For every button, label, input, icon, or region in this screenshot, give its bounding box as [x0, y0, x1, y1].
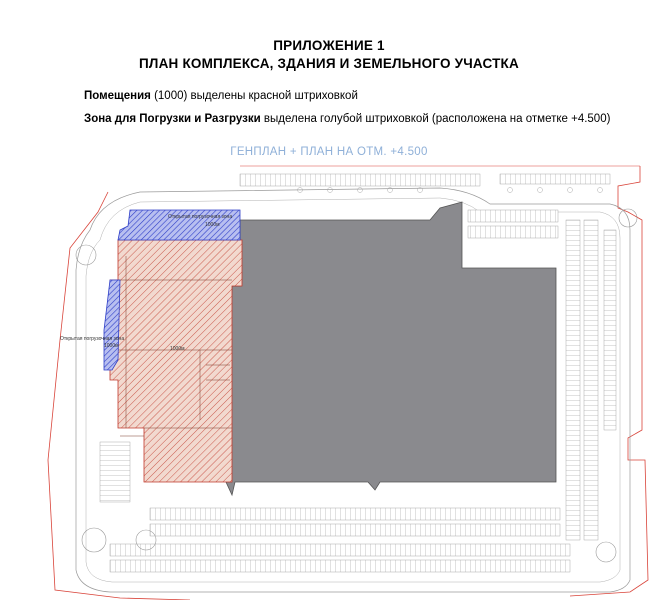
parking-south: [110, 508, 570, 572]
appendix-title: ПРИЛОЖЕНИЕ 1: [273, 38, 385, 53]
roundabout: [82, 528, 106, 552]
legend-premises: [84, 90, 358, 102]
roundabout: [596, 542, 616, 562]
legend-premises-term: Помещения: [84, 90, 151, 102]
top-zone-area: 1000м: [205, 222, 220, 228]
top-zone-label: Открытая погрузочная зона: [168, 214, 233, 220]
roundabout: [76, 245, 96, 265]
legend-zone-term: Зона для Погрузки и Разгрузки: [84, 113, 261, 125]
tree-row: [298, 188, 603, 193]
site-plan-drawing: [0, 160, 658, 600]
loading-zone-side: [104, 280, 120, 370]
document-subtitle: ПЛАН КОМПЛЕКСА, ЗДАНИЯ И ЗЕМЕЛЬНОГО УЧАСТКА: [139, 56, 519, 71]
legend-zone-text: выделена голубой штриховкой (расположена на отметке +4.500): [260, 113, 611, 125]
parking-top-right: [500, 174, 610, 184]
legend-premises-text: (1000) выделены красной штриховкой: [150, 90, 358, 102]
parking-top: [240, 174, 480, 186]
side-zone-area: 1000м: [104, 343, 119, 349]
legend-loading-zone: [84, 113, 610, 125]
parking-southwest: [100, 442, 130, 502]
main-building: [226, 202, 556, 495]
premises-area-label: 1000м: [170, 346, 185, 352]
side-zone-label: Открытая погрузочная зона: [60, 336, 125, 342]
site-plan-title: ГЕНПЛАН + ПЛАН НА ОТМ. +4.500: [230, 146, 428, 158]
